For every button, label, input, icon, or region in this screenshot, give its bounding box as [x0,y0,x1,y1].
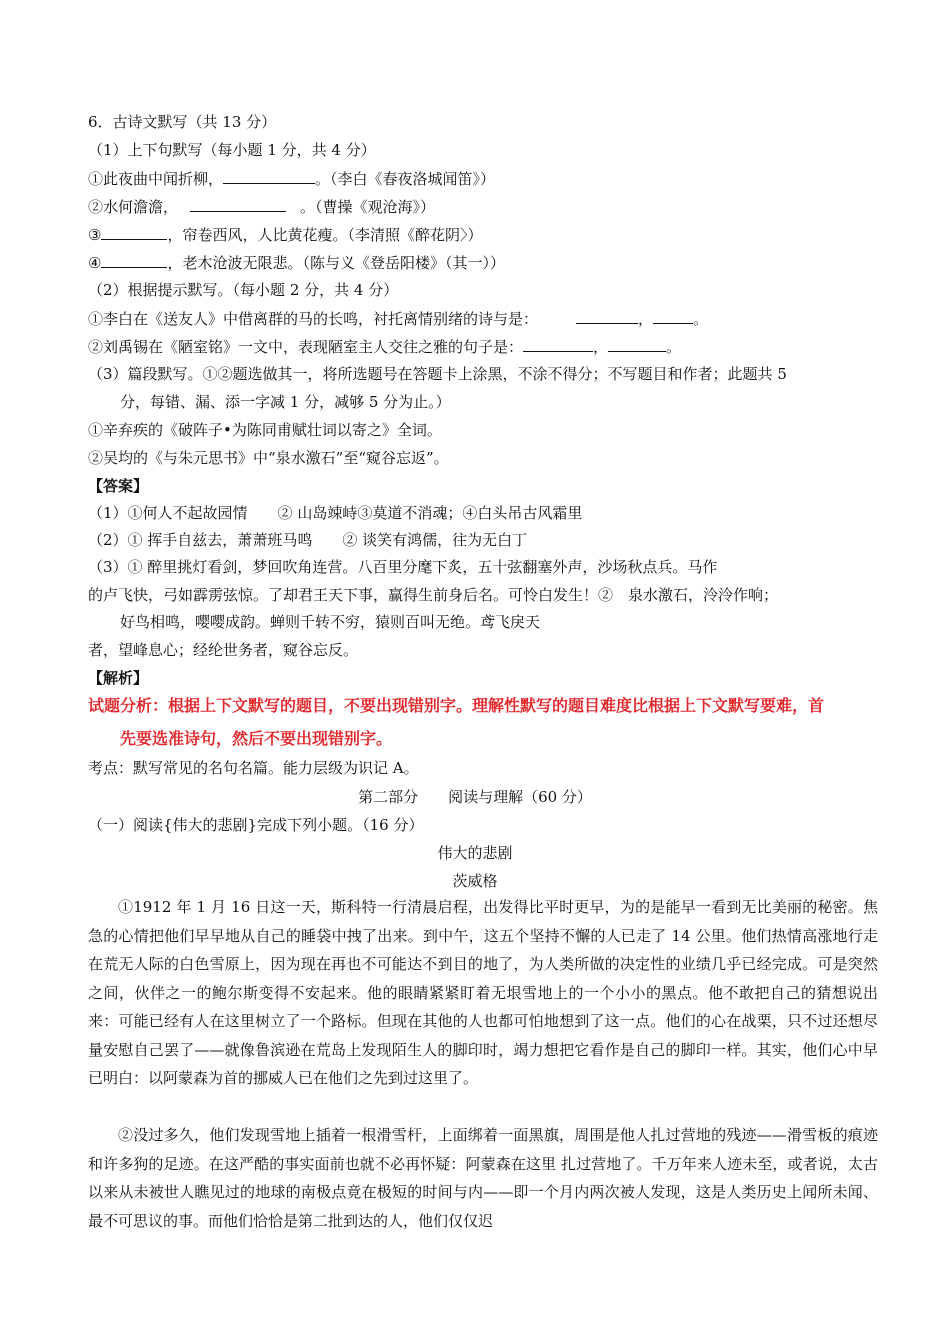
article-paragraph-1: ①1912 年 1 月 16 日这一天，斯科特一行清晨启程，出发得比平时更早，为的是能早一看到无比美丽的秘密。焦急的心情把他们早早地从自己的睡袋中拽了出来。到中午，这五个坚持不懈的人已走了 14 公里。他们热情高涨地行走在荒无人际的白色雪原上，因为现在再也不可能达不到目的地了，为人类所做的决定性的业绩几乎已经完成。可是突然之间，伙伴之一的鲍尔斯变得不安起来。他的眼睛紧紧盯着无垠雪地上的一个小小的黑点。他不敢把自己的猜想说出来：可能已经有人在这里树立了一个路标。但现在其他的人也都可怕地想到了这一点。他们的心在战栗，只不过还想尽量安慰自己罢了——就像鲁滨逊在荒岛上发现陌生人的脚印时，竭力想把它看作是自己的脚印一样。其实，他们心中早已明白：以阿蒙森为首的挪威人已在他们之先到过这里了。 [88,898,878,1087]
part2-heading: 第二部分 阅读与理解（60 分） [358,788,592,806]
answer-label: 【答案】 [88,477,149,495]
answer-line-1: （1）①何人不起故园情 ② 山岛竦峙③莫道不消魂；④白头吊古风霜里 [88,504,583,522]
article-paragraph-2: ②没过多久，他们发现雪地上插着一根滑雪杆，上面绑着一面黑旗，周围是他人扎过营地的残迹——滑雪板的痕迹和许多狗的足迹。在这严酷的事实面前也就不必再怀疑：阿蒙森在这里 扎过营地了。千万年来人迹未至，或者说，太古以来从未被世人瞧见过的地球的南极点竟在极短的时间与内——即一个月内两次被人发现，这是人类历史上闻所未闻、最不可思议的事。而他们恰恰是第二批到达的人，他们仅仅迟 [88,1126,878,1230]
analysis-red-line-1: 试题分析：根据上下文默写的题目，不要出现错别字。理解性默写的题目难度比根据上下文默写要难，首 [88,696,825,715]
kaodian-line: 考点：默写常见的名句名篇。能力层级为识记 A。 [88,759,419,777]
part2-subheading: （一）阅读{伟大的悲剧}完成下列小题。（16 分） [88,816,424,834]
answer-blank[interactable] [101,252,167,268]
analysis-label: 【解析】 [88,669,149,687]
answer-line-3: （3）① 醉里挑灯看剑，梦回吹角连营。八百里分麾下炙，五十弦翻塞外声，沙场秋点兵。马作 [88,558,718,576]
article-title: 伟大的悲剧 [437,844,513,862]
question-6-title: 6．古诗文默写（共 13 分） [88,113,277,131]
answer-blank[interactable] [190,196,286,212]
answer-blank[interactable] [608,336,666,352]
answer-line-4: 的卢飞快，弓如霹雳弦惊。了却君王天下事，赢得生前身后名。可怜白发生！② 泉水激石，泠泠作响； [88,586,779,604]
q6-part1-item3: ③ ，帘卷西风，人比黄花瘦。（李清照《醉花阴〉） [88,226,483,244]
analysis-red-line-2: 先要选准诗句，然后不要出现错别字。 [120,729,393,748]
answer-blank[interactable] [101,224,167,240]
answer-blank[interactable] [653,308,693,324]
q6-part1-heading: （1）上下句默写（每小题 1 分，共 4 分） [88,141,376,159]
q6-part2-item1: ①李白在《送友人》中借离群的马的长鸣，衬托离情别绪的诗与是： ， 。 [88,310,709,328]
answer-blank[interactable] [523,336,593,352]
answer-line-5: 好鸟相鸣，嘤嘤成韵。蝉则千转不穷，猿则百叫无绝。鸢飞戾天 [120,613,541,631]
q6-part3-heading: （3）篇段默写。①②题选做其一，将所选题号在答题卡上涂黑，不涂不得分；不写题目和作者；此题共 5 [88,365,787,383]
answer-line-6: 者，望峰息心；经纶世务者，窥谷忘反。 [88,641,359,659]
answer-line-2: （2）① 挥手自兹去，萧萧班马鸣 ② 谈笑有鸿儒，往为无白丁 [88,531,528,549]
q6-part1-item1: ①此夜曲中闻折柳， 。（李白《春夜洛城闻笛》） [88,170,496,188]
q6-part2-item2: ②刘禹锡在《陋室铭》一文中，表现陋室主人交往之雅的句子是： ， 。 [88,338,682,356]
q6-part3-item2: ②吴均的《与朱元思书》中“泉水激石”至“窥谷忘返”。 [88,449,449,467]
q6-part3-item1: ①辛弃疾的《破阵子•为陈同甫赋壮词以寄之》全词。 [88,421,442,439]
answer-blank[interactable] [223,168,315,184]
q6-part1-item4: ④ ，老木沧波无限悲。（陈与义《登岳阳楼》（其一）） [88,254,505,272]
q6-part3-heading-cont: 分，每错、漏、添一字减 1 分，减够 5 分为止。） [120,393,451,411]
q6-part1-item2: ②水何澹澹， 。（曹操《观沧海》） [88,198,436,216]
answer-blank[interactable] [576,308,638,324]
article-author: 茨威格 [452,872,498,890]
q6-part2-heading: （2）根据提示默写。（每小题 2 分，共 4 分） [88,281,399,299]
